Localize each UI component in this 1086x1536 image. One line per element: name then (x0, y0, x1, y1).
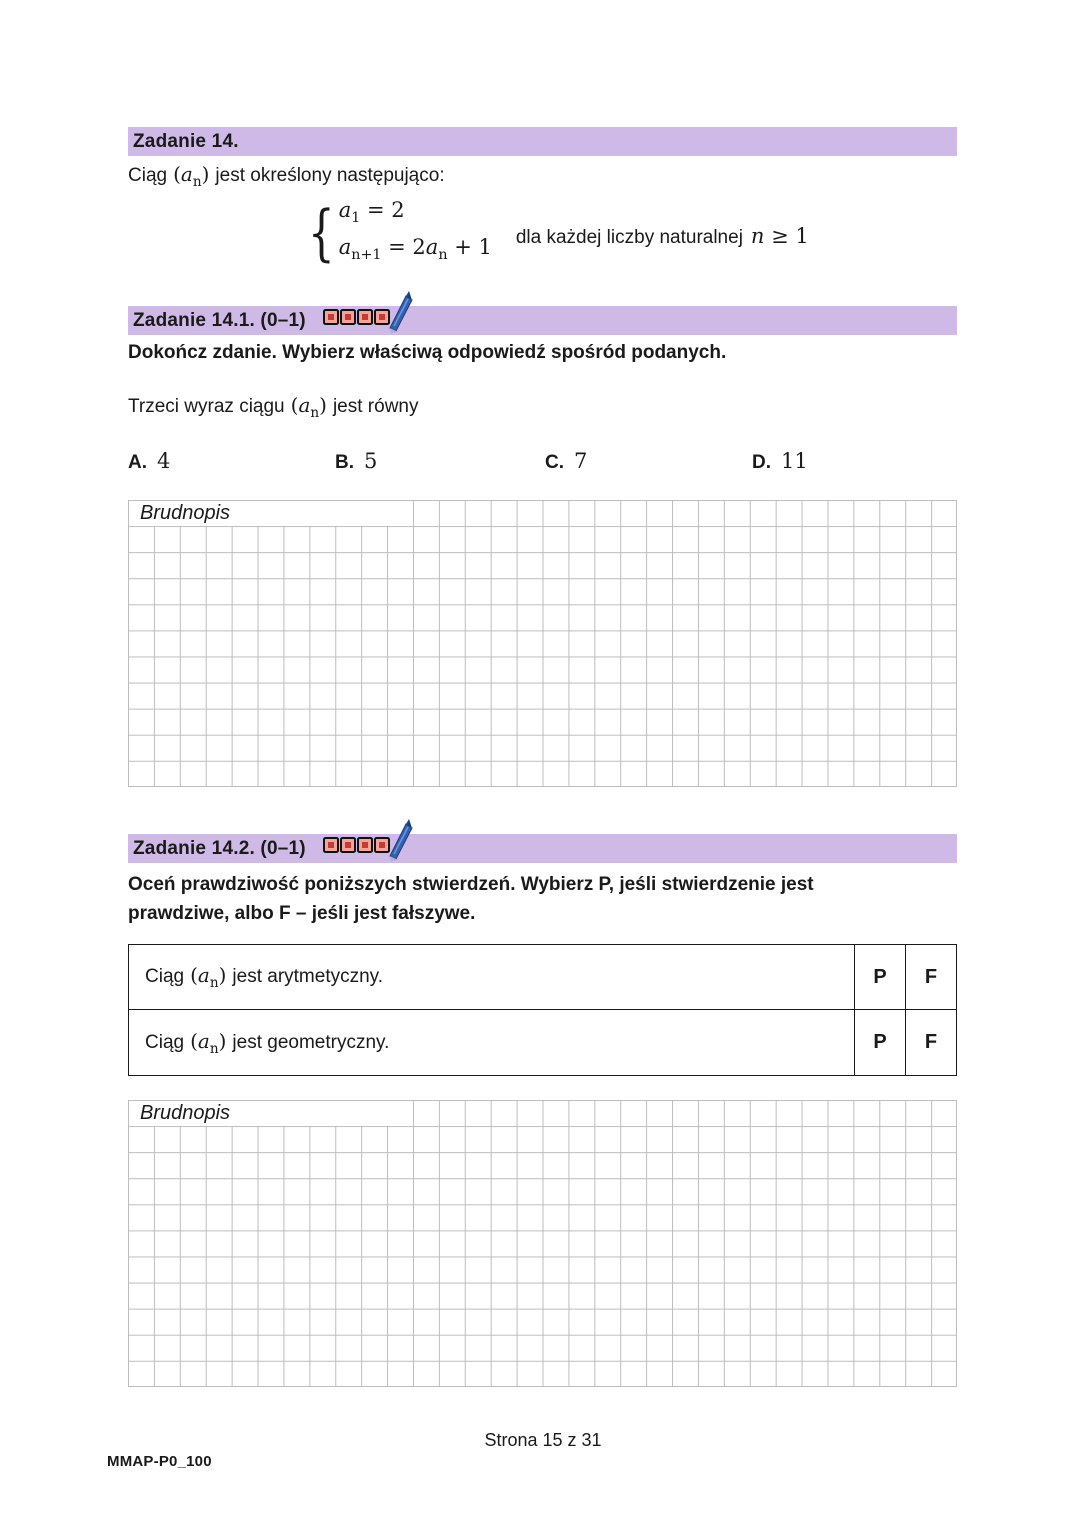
statement-row-2 (129, 1010, 956, 1075)
choice-false-row-1[interactable]: F (905, 945, 956, 1009)
task-14-1-header (128, 306, 957, 335)
answer-card-pen-icon (322, 290, 422, 338)
task-14-title: Zadanie 14. (133, 130, 239, 152)
intro-text-after: jest określony następująco: (215, 165, 445, 186)
statement-text: Ciąg $(a_n)$ jest geometryczny. (145, 1028, 390, 1057)
task-14-1-instruction: Dokończ zdanie. Wybierz właściwą odpowiedź spośród podanych. (128, 342, 727, 363)
true-false-table (128, 944, 957, 1076)
scratchpad-label: Brudnopis (129, 501, 413, 526)
system-line-1: $a_1 = 2$ (338, 198, 405, 227)
task-14-header (128, 127, 957, 156)
scratchpad-grid-1[interactable] (128, 500, 957, 787)
task-14-1-title: Zadanie 14.1. (0–1) (133, 309, 306, 331)
task-14-intro (128, 162, 445, 190)
exam-sheet-code: MMAP-P0_100 (107, 1453, 212, 1470)
scratchpad-grid-2[interactable] (128, 1100, 957, 1387)
system-condition: dla każdej liczby naturalnej n ≥ 1 (515, 223, 809, 248)
choice-false-row-2[interactable]: F (905, 1010, 956, 1075)
answer-card-squares-icon (324, 838, 389, 852)
option-c[interactable]: C. 7 (545, 449, 588, 473)
statement-text: Ciąg $(a_n)$ jest arytmetyczny. (145, 963, 384, 991)
sequence-symbol: $(a_n)$ (190, 1028, 227, 1057)
task-14-2-title: Zadanie 14.2. (0–1) (133, 837, 306, 859)
pen-icon (390, 291, 412, 334)
answer-card-pen-icon (322, 818, 422, 866)
pen-icon (390, 819, 412, 862)
system-line-2: $a_{n+1} = 2a_n + 1$ (338, 235, 492, 264)
recurrence-system (308, 196, 809, 270)
sequence-symbol: $(a_n)$ (173, 162, 210, 190)
question-text-before: Trzeci wyraz ciągu (128, 396, 285, 417)
left-brace: { (308, 196, 335, 268)
task-14-2-header (128, 834, 957, 863)
page-number: Strona 15 z 31 (484, 1430, 602, 1450)
question-text-after: jest równy (332, 396, 419, 417)
task-14-1-question (128, 393, 418, 421)
scratchpad-label: Brudnopis (129, 1101, 413, 1126)
answer-options (128, 449, 957, 479)
answer-card-squares-icon (324, 310, 389, 324)
sequence-symbol: $(a_n)$ (290, 393, 327, 421)
option-b[interactable]: B. 5 (335, 449, 378, 473)
statement-row-1 (129, 945, 956, 1010)
intro-text-before: Ciąg (128, 165, 168, 186)
sequence-symbol: $(a_n)$ (190, 963, 227, 991)
task-14-2-instruction: Oceń prawdziwość poniższych stwierdzeń. Wybierz P, jeśli stwierdzenie jest prawdziwe, albo F – jeśli jest fałszywe. (128, 874, 814, 925)
option-d[interactable]: D. 11 (752, 449, 808, 473)
choice-true-row-2[interactable]: P (854, 1010, 905, 1075)
option-a[interactable]: A. 4 (128, 449, 171, 473)
choice-true-row-1[interactable]: P (854, 945, 905, 1009)
